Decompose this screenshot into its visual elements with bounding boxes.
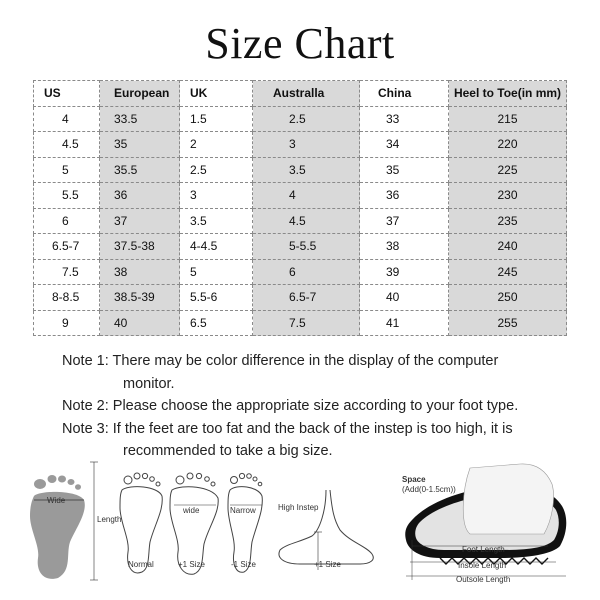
cell-european: 37 [100, 208, 180, 234]
table-row [34, 132, 567, 158]
header-us: US [34, 81, 100, 107]
cell-australia: 6.5-7 [253, 285, 360, 311]
high-instep-foot-icon [279, 490, 373, 570]
label-minus1-size: -1 Size [231, 560, 256, 569]
note-3-continued: recommended to take a big size. [123, 443, 333, 459]
cell-european: 38.5-39 [100, 285, 180, 311]
cell-european: 35.5 [100, 157, 180, 183]
table-row [34, 157, 567, 183]
label-high-instep: High Instep [278, 503, 319, 512]
header-australia: Australla [253, 81, 360, 107]
cell-us: 6 [34, 208, 100, 234]
table-row [34, 310, 567, 336]
label-plus1-size: +1 Size [178, 560, 205, 569]
footprint-illustration [30, 462, 121, 580]
label-length: Length [97, 515, 122, 524]
cell-us: 5 [34, 157, 100, 183]
cell-heel-to-toe: 250 [449, 285, 567, 311]
cell-china: 35 [360, 157, 449, 183]
cell-uk: 5 [180, 259, 253, 285]
header-uk: UK [180, 81, 253, 107]
cell-heel-to-toe: 235 [449, 208, 567, 234]
cell-us: 4 [34, 106, 100, 132]
cell-heel-to-toe: 230 [449, 183, 567, 209]
label-space: Space [402, 475, 426, 484]
cell-australia: 5-5.5 [253, 234, 360, 260]
cell-australia: 2.5 [253, 106, 360, 132]
cell-china: 34 [360, 132, 449, 158]
label-space-add: (Add(0-1.5cm)) [402, 485, 456, 494]
note-1-continued: monitor. [123, 375, 175, 392]
label-normal: Normal [128, 560, 154, 569]
cell-european: 40 [100, 310, 180, 336]
cell-heel-to-toe: 215 [449, 106, 567, 132]
cell-european: 36 [100, 183, 180, 209]
table-row [34, 183, 567, 209]
cell-china: 36 [360, 183, 449, 209]
cell-us: 6.5-7 [34, 234, 100, 260]
cell-european: 35 [100, 132, 180, 158]
cell-australia: 6 [253, 259, 360, 285]
table-row [34, 208, 567, 234]
table-row [34, 285, 567, 311]
cell-china: 39 [360, 259, 449, 285]
foot-measurement-diagram [0, 450, 600, 600]
cell-heel-to-toe: 255 [449, 310, 567, 336]
note-2: Note 2: Please choose the appropriate size according to your foot type. [62, 398, 519, 414]
cell-china: 41 [360, 310, 449, 336]
table-row [34, 106, 567, 132]
cell-us: 8-8.5 [34, 285, 100, 311]
cell-uk: 4-4.5 [180, 234, 253, 260]
cell-uk: 3.5 [180, 208, 253, 234]
label-wide: Wide [47, 496, 66, 505]
narrow-foot-icon [228, 473, 262, 572]
cell-australia: 3 [253, 132, 360, 158]
cell-uk: 6.5 [180, 310, 253, 336]
note-1: Note 1: There may be color difference in the display of the computer [62, 353, 499, 369]
cell-heel-to-toe: 225 [449, 157, 567, 183]
cell-australia: 4 [253, 183, 360, 209]
header-european: European [100, 81, 180, 107]
cell-uk: 2 [180, 132, 253, 158]
label-outsole-length: Outsole Length [456, 575, 511, 584]
cell-us: 5.5 [34, 183, 100, 209]
page-title: Size Chart [205, 19, 395, 68]
size-table [33, 80, 567, 336]
cell-china: 33 [360, 106, 449, 132]
header-china: China [360, 81, 449, 107]
table-header-row [34, 81, 567, 107]
label-insole-length: Insole Length [458, 561, 507, 570]
cell-australia: 7.5 [253, 310, 360, 336]
cell-heel-to-toe: 240 [449, 234, 567, 260]
note-3: Note 3: If the feet are too fat and the back of the instep is too high, it is [62, 420, 513, 437]
cell-uk: 3 [180, 183, 253, 209]
label-wide-lower: wide [183, 506, 200, 515]
cell-us: 7.5 [34, 259, 100, 285]
label-plus1-size-2: +1 Size [314, 560, 341, 569]
cell-european: 33.5 [100, 106, 180, 132]
cell-china: 40 [360, 285, 449, 311]
cell-heel-to-toe: 220 [449, 132, 567, 158]
cell-european: 38 [100, 259, 180, 285]
normal-foot-icon [120, 473, 162, 573]
cell-australia: 3.5 [253, 157, 360, 183]
table-row [34, 234, 567, 260]
notes-section [62, 350, 582, 463]
cell-australia: 4.5 [253, 208, 360, 234]
cell-uk: 1.5 [180, 106, 253, 132]
cell-china: 38 [360, 234, 449, 260]
cell-us: 9 [34, 310, 100, 336]
table-row [34, 259, 567, 285]
cell-us: 4.5 [34, 132, 100, 158]
header-heel-to-toe: Heel to Toe(in mm) [449, 81, 567, 107]
label-narrow: Narrow [230, 506, 256, 515]
cell-european: 37.5-38 [100, 234, 180, 260]
cell-uk: 2.5 [180, 157, 253, 183]
label-foot-length: Foot Length [462, 545, 505, 554]
cell-heel-to-toe: 245 [449, 259, 567, 285]
cell-uk: 5.5-6 [180, 285, 253, 311]
cell-china: 37 [360, 208, 449, 234]
